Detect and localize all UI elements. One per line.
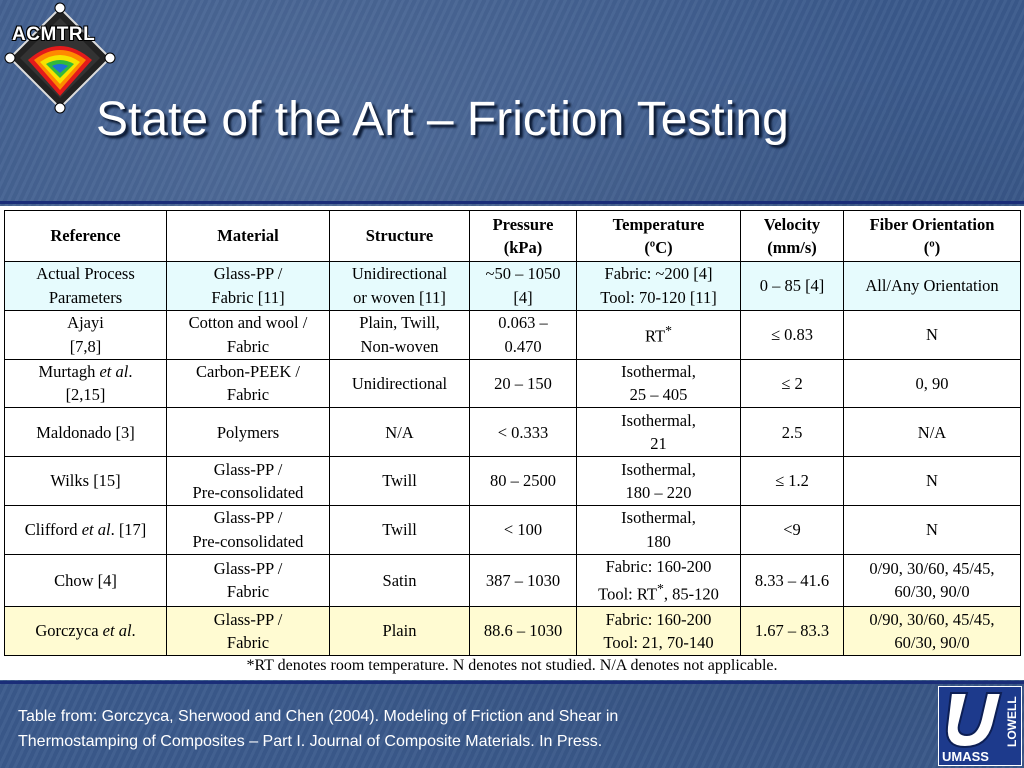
header-pressure: Pressure (kPa)	[470, 211, 577, 262]
top-divider	[0, 201, 1024, 204]
cell-reference: Ajayi [7,8]	[5, 310, 167, 359]
rt-asterisk: *	[656, 580, 664, 596]
table-row	[5, 359, 1021, 408]
cell-fiber-orientation: 0/90, 30/60, 45/45, 60/30, 90/0	[844, 607, 1021, 656]
rt-asterisk: *	[665, 323, 672, 339]
cell-pressure: 387 – 1030	[470, 554, 577, 606]
cell-temperature: Isothermal, 180	[577, 505, 741, 554]
table-row	[5, 607, 1021, 656]
cell-velocity: 0 – 85 [4]	[741, 262, 844, 311]
cell-pressure: 80 – 2500	[470, 457, 577, 506]
logo-label: ACMTRL	[12, 24, 96, 45]
cell-temperature: Isothermal, 180 – 220	[577, 457, 741, 506]
cell-fiber-orientation: N/A	[844, 408, 1021, 457]
cell-material: Carbon-PEEK / Fabric	[167, 359, 330, 408]
cell-velocity: ≤ 2	[741, 359, 844, 408]
table-row	[5, 408, 1021, 457]
cell-reference: Murtagh et al. [2,15]	[5, 359, 167, 408]
table-row	[5, 262, 1021, 311]
table-footnote: *RT denotes room temperature. N denotes not studied. N/A denotes not applicable.	[246, 657, 778, 674]
cell-temperature: Fabric: 160-200 Tool: 21, 70-140	[577, 607, 741, 656]
table-row	[5, 505, 1021, 554]
cell-material: Glass-PP / Fabric [11]	[167, 262, 330, 311]
cell-material: Glass-PP / Fabric	[167, 554, 330, 606]
cell-temperature: Fabric: ~200 [4] Tool: 70-120 [11]	[577, 262, 741, 311]
table-row	[5, 554, 1021, 606]
slide-title: State of the Art – Friction Testing	[96, 93, 789, 146]
cell-temperature: Isothermal, 25 – 405	[577, 359, 741, 408]
cell-structure: Satin	[330, 554, 470, 606]
cell-fiber-orientation: N	[844, 505, 1021, 554]
table-row	[5, 457, 1021, 506]
table-panel	[0, 206, 1024, 680]
citation	[18, 704, 898, 754]
cell-fiber-orientation: 0/90, 30/60, 45/45, 60/30, 90/0	[844, 554, 1021, 606]
cell-reference: Maldonado [3]	[5, 408, 167, 457]
cell-material: Glass-PP / Fabric	[167, 607, 330, 656]
cell-pressure: 20 – 150	[470, 359, 577, 408]
header-fiber-orientation: Fiber Orientation (º)	[844, 211, 1021, 262]
cell-reference: Chow [4]	[5, 554, 167, 606]
header-temperature: Temperature (ºC)	[577, 211, 741, 262]
citation-line-2: Thermostamping of Composites – Part I. Journal of Composite Materials. In Press.	[18, 733, 603, 750]
bottom-divider	[0, 681, 1024, 684]
cell-structure: Plain	[330, 607, 470, 656]
cell-reference: Clifford et al. [17]	[5, 505, 167, 554]
cell-material: Glass-PP / Pre-consolidated	[167, 505, 330, 554]
cell-reference: Wilks [15]	[5, 457, 167, 506]
cell-structure: Twill	[330, 505, 470, 554]
cell-structure: Twill	[330, 457, 470, 506]
cell-pressure: 0.063 – 0.470	[470, 310, 577, 359]
cell-pressure: < 100	[470, 505, 577, 554]
cell-velocity: ≤ 1.2	[741, 457, 844, 506]
cell-structure: N/A	[330, 408, 470, 457]
cell-fiber-orientation: 0, 90	[844, 359, 1021, 408]
umass-word: UMASS	[942, 749, 989, 764]
cell-fiber-orientation: N	[844, 457, 1021, 506]
cell-fiber-orientation: N	[844, 310, 1021, 359]
cell-fiber-orientation: All/Any Orientation	[844, 262, 1021, 311]
cell-structure: Unidirectional	[330, 359, 470, 408]
cell-temperature: Fabric: 160-200 Tool: RT*, 85-120	[577, 554, 741, 606]
umass-lowell-logo	[938, 686, 1022, 766]
cell-temperature: RT*	[577, 310, 741, 359]
lowell-word: LOWELL	[1005, 696, 1019, 747]
table-row	[5, 310, 1021, 359]
cell-velocity: 1.67 – 83.3	[741, 607, 844, 656]
friction-testing-table	[4, 210, 1021, 656]
umass-u-icon	[941, 689, 1007, 751]
header-velocity: Velocity (mm/s)	[741, 211, 844, 262]
cell-pressure: < 0.333	[470, 408, 577, 457]
cell-velocity: <9	[741, 505, 844, 554]
cell-structure: Unidirectional or woven [11]	[330, 262, 470, 311]
cell-material: Polymers	[167, 408, 330, 457]
header-structure: Structure	[330, 211, 470, 262]
cell-material: Cotton and wool / Fabric	[167, 310, 330, 359]
cell-velocity: 8.33 – 41.6	[741, 554, 844, 606]
header-reference: Reference	[5, 211, 167, 262]
header-material: Material	[167, 211, 330, 262]
cell-velocity: ≤ 0.83	[741, 310, 844, 359]
cell-temperature: Isothermal, 21	[577, 408, 741, 457]
cell-pressure: ~50 – 1050 [4]	[470, 262, 577, 311]
cell-material: Glass-PP / Pre-consolidated	[167, 457, 330, 506]
cell-reference: Gorczyca et al.	[5, 607, 167, 656]
cell-structure: Plain, Twill, Non-woven	[330, 310, 470, 359]
header-row	[5, 211, 1021, 262]
cell-pressure: 88.6 – 1030	[470, 607, 577, 656]
cell-reference: Actual Process Parameters	[5, 262, 167, 311]
citation-line-1: Table from: Gorczyca, Sherwood and Chen (2004). Modeling of Friction and Shear in	[18, 708, 619, 725]
cell-velocity: 2.5	[741, 408, 844, 457]
